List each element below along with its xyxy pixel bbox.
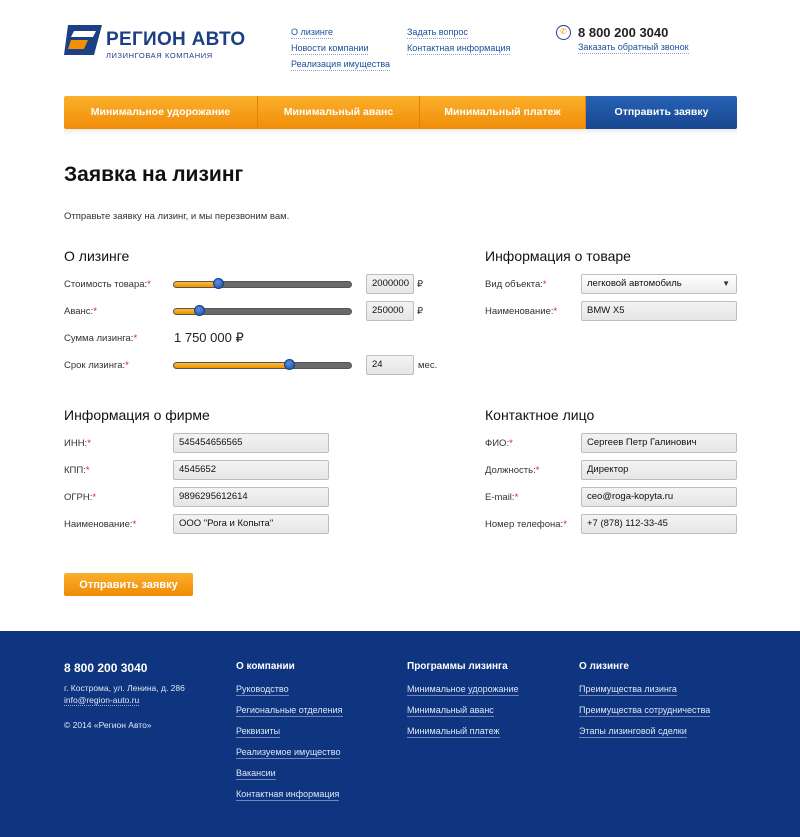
page-title: Заявка на лизинг (64, 163, 244, 186)
term-slider-handle[interactable] (284, 359, 295, 370)
footer-phone: 8 800 200 3040 (64, 661, 148, 675)
logo[interactable] (64, 25, 246, 61)
footer-email-link[interactable]: info@region-auto.ru (64, 695, 140, 705)
logo-subtitle: ЛИЗИНГОВАЯ КОМПАНИЯ (106, 51, 213, 60)
callback-link[interactable]: Заказать обратный звонок (578, 42, 689, 52)
nav-send-request[interactable]: Отправить заявку (586, 96, 737, 129)
footer-column-leasing (579, 661, 710, 747)
footer-column-company (236, 661, 343, 810)
object-type-value: легковой автомобиль (587, 278, 682, 289)
phone-label: Номер телефона:* (485, 519, 567, 530)
cost-input[interactable]: 2000000 (366, 274, 414, 294)
header-link-about-leasing[interactable]: О лизинге (291, 27, 333, 37)
position-label: Должность:* (485, 465, 540, 476)
nav-min-advance[interactable]: Минимальный аванс (258, 96, 420, 129)
footer-link[interactable]: Преимущества сотрудничества (579, 705, 711, 715)
cost-slider-handle[interactable] (213, 278, 224, 289)
header-link-property-sale[interactable]: Реализация имущества (291, 59, 391, 69)
nav-shadow (64, 129, 737, 135)
footer-link[interactable]: Реализуемое имущество (236, 747, 341, 757)
term-unit: мес. (418, 360, 438, 371)
footer (0, 631, 800, 837)
company-name-input[interactable]: ООО "Рога и Копыта" (173, 514, 329, 534)
footer-copyright: © 2014 «Регион Авто» (64, 720, 152, 730)
footer-column-title: О компании (236, 661, 295, 672)
footer-link[interactable]: Вакансии (236, 768, 276, 778)
logo-title: РЕГИОН АВТО (106, 29, 246, 50)
footer-link[interactable]: Минимальный аванс (407, 705, 494, 715)
header-link-ask-question[interactable]: Задать вопрос (407, 27, 468, 37)
company-name-label: Наименование:* (64, 519, 137, 530)
email-label: E-mail:* (485, 492, 519, 503)
advance-currency: ₽ (417, 306, 424, 317)
chevron-down-icon: ▼ (722, 279, 730, 288)
inn-input[interactable]: 545454656565 (173, 433, 329, 453)
cost-slider-fill (174, 282, 218, 287)
cost-slider[interactable] (173, 281, 352, 288)
footer-link[interactable]: Минимальный платеж (407, 726, 500, 736)
term-label: Срок лизинга:* (64, 360, 129, 371)
section-title-contact: Контактное лицо (485, 407, 595, 423)
section-title-product: Информация о товаре (485, 248, 631, 264)
object-type-label: Вид объекта:* (485, 279, 547, 290)
header-links-primary (291, 27, 390, 75)
phone-icon: ✆ (556, 25, 571, 40)
page-intro: Отправьте заявку на лизинг, и мы перезвоним вам. (64, 211, 290, 222)
footer-column-title: Программы лизинга (407, 661, 508, 672)
object-type-select[interactable] (581, 274, 737, 294)
kpp-label: КПП:* (64, 465, 90, 476)
advance-slider[interactable] (173, 308, 352, 315)
advance-input[interactable]: 250000 (366, 301, 414, 321)
footer-link[interactable]: Реквизиты (236, 726, 281, 736)
advance-slider-handle[interactable] (194, 305, 205, 316)
section-title-leasing: О лизинге (64, 248, 130, 264)
advance-label: Аванс:* (64, 306, 97, 317)
footer-address: г. Кострома, ул. Ленина, д. 286 (64, 683, 185, 693)
cost-currency: ₽ (417, 279, 424, 290)
footer-link[interactable]: Этапы лизинговой сделки (579, 726, 687, 736)
inn-label: ИНН:* (64, 438, 91, 449)
email-input[interactable]: ceo@roga-kopyta.ru (581, 487, 737, 507)
term-input[interactable]: 24 (366, 355, 414, 375)
header-links-secondary (407, 27, 510, 59)
footer-column-programs (407, 661, 519, 747)
main-nav (64, 96, 737, 129)
nav-min-markup[interactable]: Минимальное удорожание (64, 96, 258, 129)
product-name-label: Наименование:* (485, 306, 558, 317)
product-name-input[interactable]: BMW X5 (581, 301, 737, 321)
fio-label: ФИО:* (485, 438, 513, 449)
ogrn-label: ОГРН:* (64, 492, 97, 503)
term-slider[interactable] (173, 362, 352, 369)
phone-input[interactable]: +7 (878) 112-33-45 (581, 514, 737, 534)
footer-link[interactable]: Минимальное удорожание (407, 684, 519, 694)
footer-link[interactable]: Преимущества лизинга (579, 684, 677, 694)
ogrn-input[interactable]: 9896295612614 (173, 487, 329, 507)
section-title-company: Информация о фирме (64, 407, 210, 423)
header-phone-number: 8 800 200 3040 (578, 25, 669, 40)
footer-link[interactable]: Региональные отделения (236, 705, 343, 715)
footer-link[interactable]: Контактная информация (236, 789, 340, 799)
fio-input[interactable]: Сергеев Петр Галинович (581, 433, 737, 453)
leasing-sum-value: 1 750 000 ₽ (174, 330, 244, 345)
footer-column-title: О лизинге (579, 661, 629, 672)
kpp-input[interactable]: 4545652 (173, 460, 329, 480)
position-input[interactable]: Директор (581, 460, 737, 480)
term-slider-fill (174, 363, 289, 368)
footer-link[interactable]: Руководство (236, 684, 289, 694)
sum-label: Сумма лизинга:* (64, 333, 138, 344)
logo-emblem-icon (64, 25, 102, 55)
cost-label: Стоимость товара:* (64, 279, 151, 290)
header-link-news[interactable]: Новости компании (291, 43, 369, 53)
submit-request-button[interactable]: Отправить заявку (64, 573, 193, 596)
header-link-contacts[interactable]: Контактная информация (407, 43, 511, 53)
nav-min-payment[interactable]: Минимальный платеж (420, 96, 586, 129)
